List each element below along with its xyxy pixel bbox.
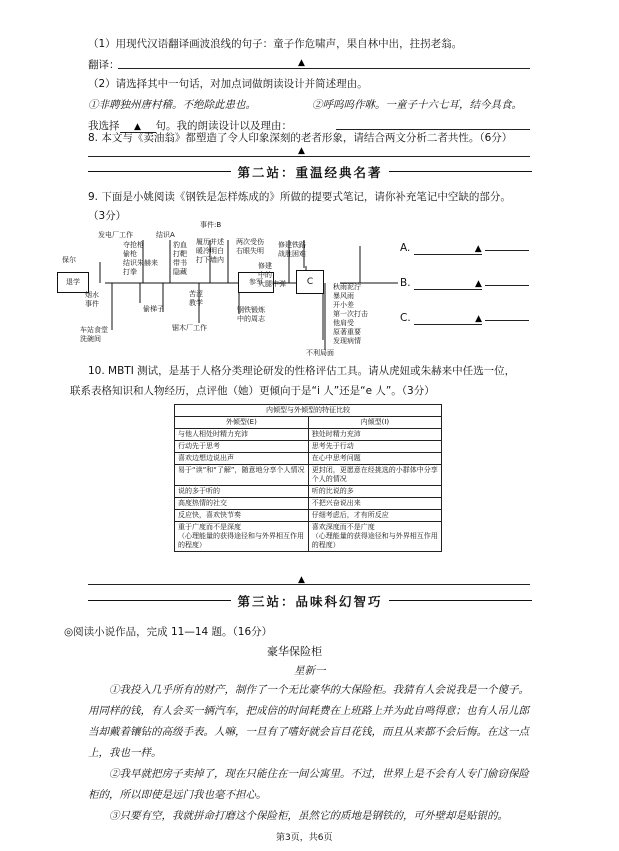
page-footer: 第3页，共6页 [276, 833, 333, 843]
node-sawmill: 锯木厂工作 [172, 324, 207, 332]
node-target: 豹血 打靶 带书 隐藏 [173, 241, 187, 276]
table-header-i: 内倾型(I) [308, 417, 441, 429]
question-9: 9. 下面是小姚阅读《钢铁是怎样炼成的》所做的提要式笔记，请你补充笔记中空缺的部分。 [88, 191, 511, 203]
option-2: ②呼呜呜作咻。一童子十六七耳，结今具食。 [312, 99, 522, 111]
answer-c: C. ▲ [400, 312, 529, 325]
node-record: 履历并述 暖冷明白 打下墙内 [196, 238, 224, 264]
node-steel: 钢铁锻炼 中的周志 [237, 306, 265, 323]
table-row: 喜欢边想边说出声 在心中思考问题 [175, 453, 442, 465]
story-paragraph-2: ②我早就把房子卖掉了，现在只能住在一间公寓里。不过，世界上是不会有人专门偷窃保险柜的，所以即使是远门我也毫不担心。 [88, 768, 529, 801]
table-row: 易于“读”和“了解”，随意地分享个人情况 更封闭，更愿意在经挑选的小群体中分享个人的情况 [175, 465, 442, 486]
blank-marker: ▲ [298, 575, 305, 585]
section-heading-2: 第二站：重温经典名著 [60, 163, 560, 181]
node-teach: 苦涩 教学 [189, 290, 203, 307]
node-dropout: 退学 [57, 272, 89, 293]
node-list: 秋雨泥泞 暴风雨 开小差 第一次打击 他肩受 原著重要 发现病情 [333, 283, 368, 345]
story-author: 星新一 [294, 665, 326, 677]
question-8: 8. 本文与《卖油翁》都塑造了令人印象深刻的老者形象，请结合两文分析二者共性。（6分） [88, 132, 513, 144]
story-paragraph-1: ①我投入几乎所有的财产，制作了一个无比豪华的大保险柜。我猜有人会说我是一个傻子。用同样的钱，有人会买一辆汽车，把成倍的时间耗费在上班路上并为此自鸣得意；也有人吊儿郎当却戴着镶钻的高级手表。人嘛，一旦有了嗜好就会盲目花钱，而且从来都不会后悔。在这一点上，我也一样。 [88, 684, 529, 759]
table-header-e: 外倾型(E) [175, 417, 309, 429]
question-11-intro: ◎阅读小说作品，完成 11—14 题。（16分） [64, 626, 273, 638]
node-bad-situation: 不利局面 [306, 349, 334, 357]
table-row: 反应快，喜欢快节奏 仔细考虑后，才有所反应 [175, 510, 442, 522]
question-part1: （1）用现代汉语翻译画波浪线的句子：童子作危啸声，果自林中出，拄拐老翁。 [88, 38, 463, 50]
translate-label: 翻译： [88, 59, 120, 71]
question-10-cont: 联系表格知识和人物经历，点评他（她）更倾向于是“i 人”还是“e 人”。（3分） [70, 385, 435, 397]
answer-a: A. ▲ [400, 242, 529, 255]
story-title: 豪华保险柜 [267, 645, 322, 658]
option-1: ①非聘独州唐村稽。不绝除此患也。 [88, 99, 256, 111]
mbti-table [174, 404, 442, 552]
node-paul: 保尔 [62, 256, 76, 264]
answer-line [88, 584, 530, 585]
node-power-plant: 发电厂工作 [98, 231, 133, 239]
story-paragraph-3: ③只要有空，我就拼命打磨这个保险柜，虽然它的质地是钢铁的，可外壁却是贴银的。 [109, 810, 508, 822]
blank-marker: ▲ [298, 58, 305, 68]
answer-b: B. ▲ [400, 277, 529, 290]
node-meet-a: 结识A [156, 231, 175, 239]
node-smoke: 烟水 事件 [85, 291, 99, 308]
table-row: 重于广度而不是深度 （心理能量的获得途径和与外界相互作用的程度） 喜欢深度而不是广度 （心理能量的获得途径和与外界相互作用的程度） [175, 522, 442, 552]
table-row: 高度热情的社交 不把兴奋说出来 [175, 498, 442, 510]
node-gun: 夺抢枪 偷枪 结识朱赫来 打拳 [123, 241, 158, 276]
node-railway: 修建铁路 战胜困难 [278, 241, 306, 258]
node-ladder: 偷梯子 [143, 305, 164, 313]
section-heading-3: 第三站：品味科幻智巧 [60, 592, 560, 610]
node-c: C [296, 270, 324, 294]
node-enlist: 参军 [238, 272, 274, 293]
node-canteen: 车站食堂 洗碗间 [80, 326, 108, 343]
table-title: 内倾型与外倾型的特征比较 [175, 405, 442, 417]
table-row: 与他人相处时精力充沛 独处时精力充沛 [175, 429, 442, 441]
choose-line: 我选择 ▲ 句。我的朗读设计以及理由： [88, 120, 292, 132]
node-injury: 两次受伤 右眼失明 [236, 238, 264, 255]
table-row: 说的多于听的 听的比说的多 [175, 486, 442, 498]
question-10: 10. MBTI 测试，是基于人格分类理论研发的性格评估工具。请从虎妞或朱赫来中任选一位， [88, 365, 516, 377]
question-9-score: （3分） [88, 210, 127, 222]
node-event-b: 事件:B [200, 221, 222, 229]
table-row: 行动先于思考 思考先于行动 [175, 441, 442, 453]
question-part2: （2）请选择其中一句话，对加点词做朗读设计并简述理由。 [88, 78, 368, 90]
node-wounded: 修建 中的 大腿中弹 [258, 262, 286, 288]
blank-marker: ▲ [298, 146, 305, 156]
